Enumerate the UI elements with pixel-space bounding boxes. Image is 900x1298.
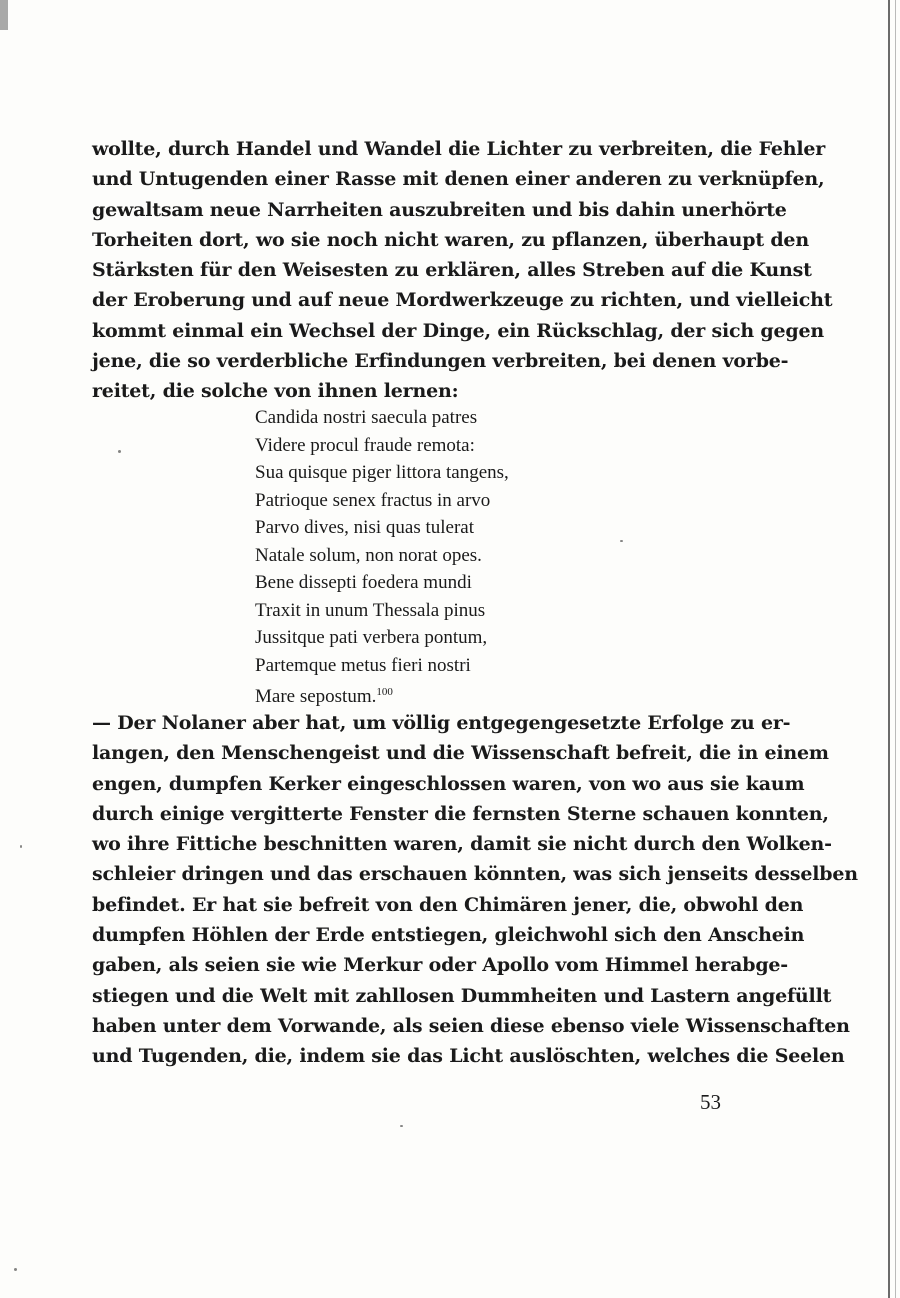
text-line: der Eroberung und auf neue Mordwerkzeuge zu richten, und vielleicht	[92, 289, 833, 312]
verse-line: Natale solum, non norat opes.	[255, 544, 482, 566]
text-line: stiegen und die Welt mit zahllosen Dummheiten und Lastern angefüllt	[92, 984, 832, 1007]
paragraph-1	[92, 134, 833, 407]
scan-speck	[400, 1125, 403, 1127]
text-line: dumpfen Höhlen der Erde entstiegen, gleichwohl sich den Anschein	[92, 924, 805, 947]
text-line: befindet. Er hat sie befreit von den Chimären jener, die, obwohl den	[92, 893, 804, 916]
text-line: durch einige vergitterte Fenster die fernsten Sterne schauen konnten,	[92, 802, 829, 825]
text-line: jene, die so verderbliche Erfindungen verbreiten, bei denen vorbe-	[92, 350, 789, 373]
text-line: — Der Nolaner aber hat, um völlig entgegengesetzte Erfolge zu er-	[92, 712, 791, 734]
verse-line: Parvo dives, nisi quas tulerat	[255, 517, 474, 538]
verse-line-last	[255, 679, 509, 707]
text-line: langen, den Menschengeist und die Wissenschaft befreit, die in einem	[92, 742, 829, 765]
verse-line: Videre procul fraude remota:	[255, 434, 475, 456]
footnote-reference[interactable]: 100	[376, 686, 393, 698]
scan-speck	[20, 845, 22, 848]
text-line: haben unter dem Vorwande, als seien diese ebenso viele Wissenschaften	[92, 1014, 850, 1037]
text-line: und Tugenden, die, indem sie das Licht auslöschten, welches die Seelen	[92, 1045, 845, 1068]
text-line: wollte, durch Handel und Wandel die Lichter zu verbreiten, die Fehler	[92, 138, 826, 160]
text-line: Torheiten dort, wo sie noch nicht waren, zu pflanzen, überhaupt den	[92, 228, 809, 251]
scan-page-edge-outer	[895, 0, 896, 1298]
scan-speck	[620, 540, 623, 542]
scan-speck	[14, 1268, 17, 1271]
text-line: schleier dringen und das erschauen könnten, was sich jenseits desselben	[92, 863, 858, 886]
scan-speck	[118, 450, 121, 453]
text-line: engen, dumpfen Kerker eingeschlossen waren, von wo aus sie kaum	[92, 772, 805, 795]
scan-page-edge	[888, 0, 890, 1298]
latin-verse-quote	[255, 404, 509, 707]
text-line: kommt einmal ein Wechsel der Dinge, ein Rückschlag, der sich gegen	[92, 319, 824, 342]
page-number: 53	[700, 1090, 721, 1114]
verse-line: Mare sepostum.	[255, 686, 377, 707]
verse-line: Jussitque pati verbera pontum,	[255, 627, 488, 648]
verse-line: Partemque metus fieri nostri	[255, 654, 471, 676]
verse-line: Bene dissepti foedera mundi	[255, 572, 472, 593]
text-line: wo ihre Fittiche beschnitten waren, damit sie nicht durch den Wolken-	[92, 833, 832, 856]
text-line: gaben, als seien sie wie Merkur oder Apollo vom Himmel herabge-	[92, 954, 788, 977]
scan-corner-shadow	[0, 0, 8, 30]
text-line: gewaltsam neue Narrheiten auszubreiten und bis dahin unerhörte	[92, 198, 787, 221]
verse-line: Sua quisque piger littora tangens,	[255, 462, 509, 483]
text-line: reitet, die solche von ihnen lernen:	[92, 380, 459, 403]
text-line: Stärksten für den Weisesten zu erklären, alles Streben auf die Kunst	[92, 259, 812, 282]
verse-line: Traxit in unum Thessala pinus	[255, 599, 486, 621]
verse-line: Patrioque senex fractus in arvo	[255, 489, 491, 511]
verse-line: Candida nostri saecula patres	[255, 407, 478, 428]
paragraph-2	[92, 708, 858, 1072]
text-line: und Untugenden einer Rasse mit denen einer anderen zu verknüpfen,	[92, 168, 825, 191]
